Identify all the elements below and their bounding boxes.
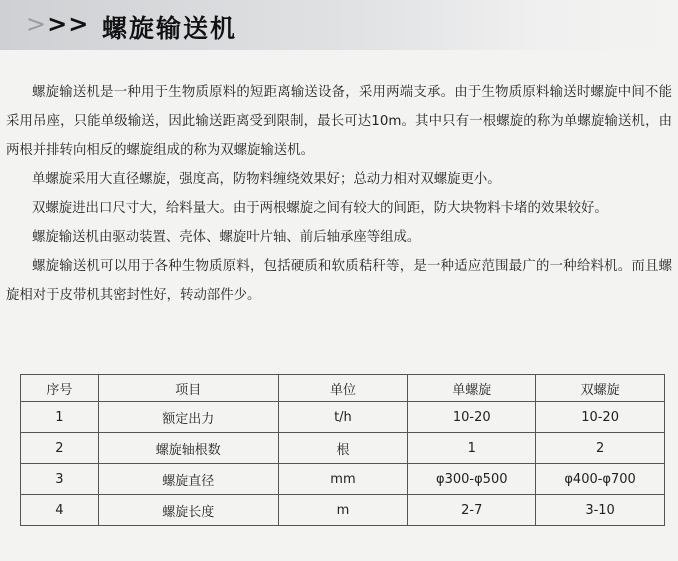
table-header-row	[21, 375, 665, 402]
paragraph-4: 螺旋输送机由驱动装置、壳体、螺旋叶片轴、前后轴承座等组成。	[32, 230, 421, 245]
paragraph-1: 螺旋输送机是一种用于生物质原料的短距离输送设备，采用两端支承。由于生物质原料输送时螺旋中间不能采用吊座，只能单级输送，因此输送距离受到限制，最长可达10m。其中只有一根螺旋的称为单螺旋输送机，由两根并排转向相反的螺旋组成的称为双螺旋输送机。	[6, 85, 672, 158]
header-item: 项目	[98, 375, 278, 402]
header-unit: 单位	[278, 375, 408, 402]
cell-item: 螺旋轴根数	[98, 433, 278, 464]
paragraph-5: 螺旋输送机可以用于各种生物质原料，包括硬质和软质秸秆等，是一种适应范围最广的一种给料机。而且螺旋相对于皮带机其密封性好，转动部件少。	[6, 259, 672, 303]
cell-index: 2	[21, 433, 99, 464]
cell-double: 10-20	[536, 402, 665, 433]
cell-double: φ400-φ700	[536, 464, 665, 495]
arrows-icon	[26, 10, 89, 38]
cell-unit: mm	[278, 464, 408, 495]
page-title: 螺旋输送机	[102, 14, 238, 43]
cell-index: 4	[21, 495, 99, 526]
cell-single: φ300-φ500	[408, 464, 536, 495]
cell-double: 2	[536, 433, 665, 464]
cell-item: 额定出力	[98, 402, 278, 433]
cell-item: 螺旋直径	[98, 464, 278, 495]
description-text	[6, 78, 672, 310]
cell-single: 2-7	[408, 495, 536, 526]
arrow-light: >	[26, 10, 48, 38]
table-row	[21, 433, 665, 464]
section-header	[0, 0, 678, 50]
table-row	[21, 402, 665, 433]
cell-double: 3-10	[536, 495, 665, 526]
cell-item: 螺旋长度	[98, 495, 278, 526]
header-double-screw: 双螺旋	[536, 375, 665, 402]
spec-table	[20, 374, 665, 526]
header-single-screw: 单螺旋	[408, 375, 536, 402]
cell-unit: 根	[278, 433, 408, 464]
paragraph-2: 单螺旋采用大直径螺旋，强度高，防物料缠绕效果好；总动力相对双螺旋更小。	[32, 172, 501, 187]
cell-unit: m	[278, 495, 408, 526]
cell-unit: t/h	[278, 402, 408, 433]
cell-index: 1	[21, 402, 99, 433]
header-index: 序号	[21, 375, 99, 402]
paragraph-3: 双螺旋进出口尺寸大，给料量大。由于两根螺旋之间有较大的间距，防大块物料卡堵的效果较好。	[32, 201, 608, 216]
table-row	[21, 495, 665, 526]
cell-index: 3	[21, 464, 99, 495]
cell-single: 1	[408, 433, 536, 464]
arrow-dark: >>	[47, 10, 90, 38]
cell-single: 10-20	[408, 402, 536, 433]
table-row	[21, 464, 665, 495]
